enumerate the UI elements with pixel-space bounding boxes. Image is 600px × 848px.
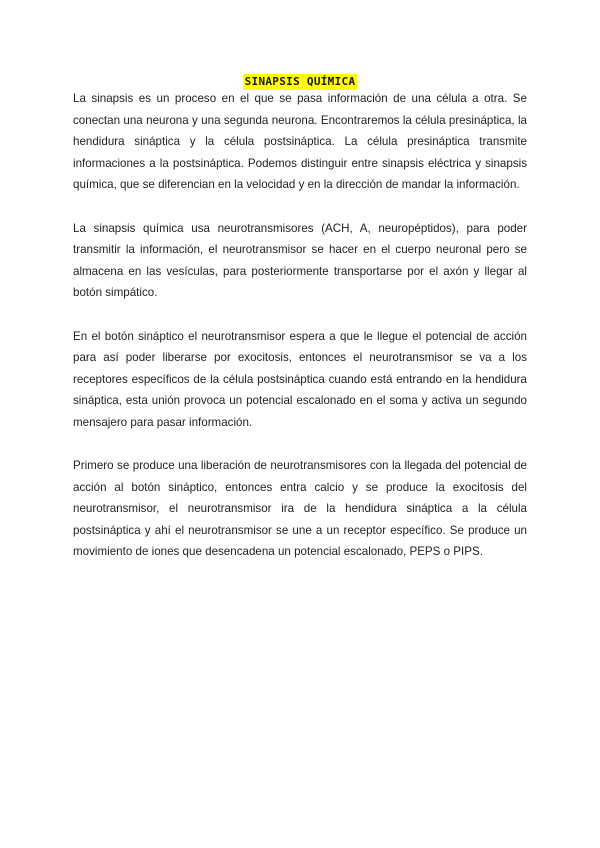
paragraph-4: Primero se produce una liberación de neurotransmisores con la llegada del potencial de acción al botón sináptico, entonces entra calcio y se produce la exocitosis del neurotransmisor, el neurotransmisor ira de la hendidura sináptica a la célula postsináptica y ahí el neurotransmisor se une a un receptor específico. Se produce un movimiento de iones que desencadena un potencial escalonado, PEPS o PIPS. [73, 459, 527, 559]
document-title: SINAPSIS QUÍMICA [244, 75, 356, 88]
paragraph-2: La sinapsis química usa neurotransmisores (ACH, A, neuropéptidos), para poder transmitir la información, el neurotransmisor se hacer en el cuerpo neuronal pero se almacena en las vesículas, para posteriormente transportarse por el axón y llegar al botón simpático. [73, 221, 527, 300]
paragraph-3: En el botón sináptico el neurotransmisor espera a que le llegue el potencial de acción para así poder liberarse por exocitosis, entonces el neurotransmisor se va a los receptores específicos de la célula postsináptica cuando está entrando en la hendidura sináptica, esta unión provoca un potencial escalonado en el soma y activa un segundo mensajero para pasar información. [73, 329, 527, 429]
paragraph-1: La sinapsis es un proceso en el que se pasa información de una célula a otra. Se conectan una neurona y una segunda neurona. Encontraremos la célula presináptica, la hendidura sináptica y la célula postsináptica. La célula presináptica transmite informaciones a la postsináptica. Podemos distinguir entre sinapsis eléctrica y sinapsis química, que se diferencian en la velocidad y en la dirección de mandar la información. [73, 92, 527, 192]
document-body [73, 88, 527, 585]
